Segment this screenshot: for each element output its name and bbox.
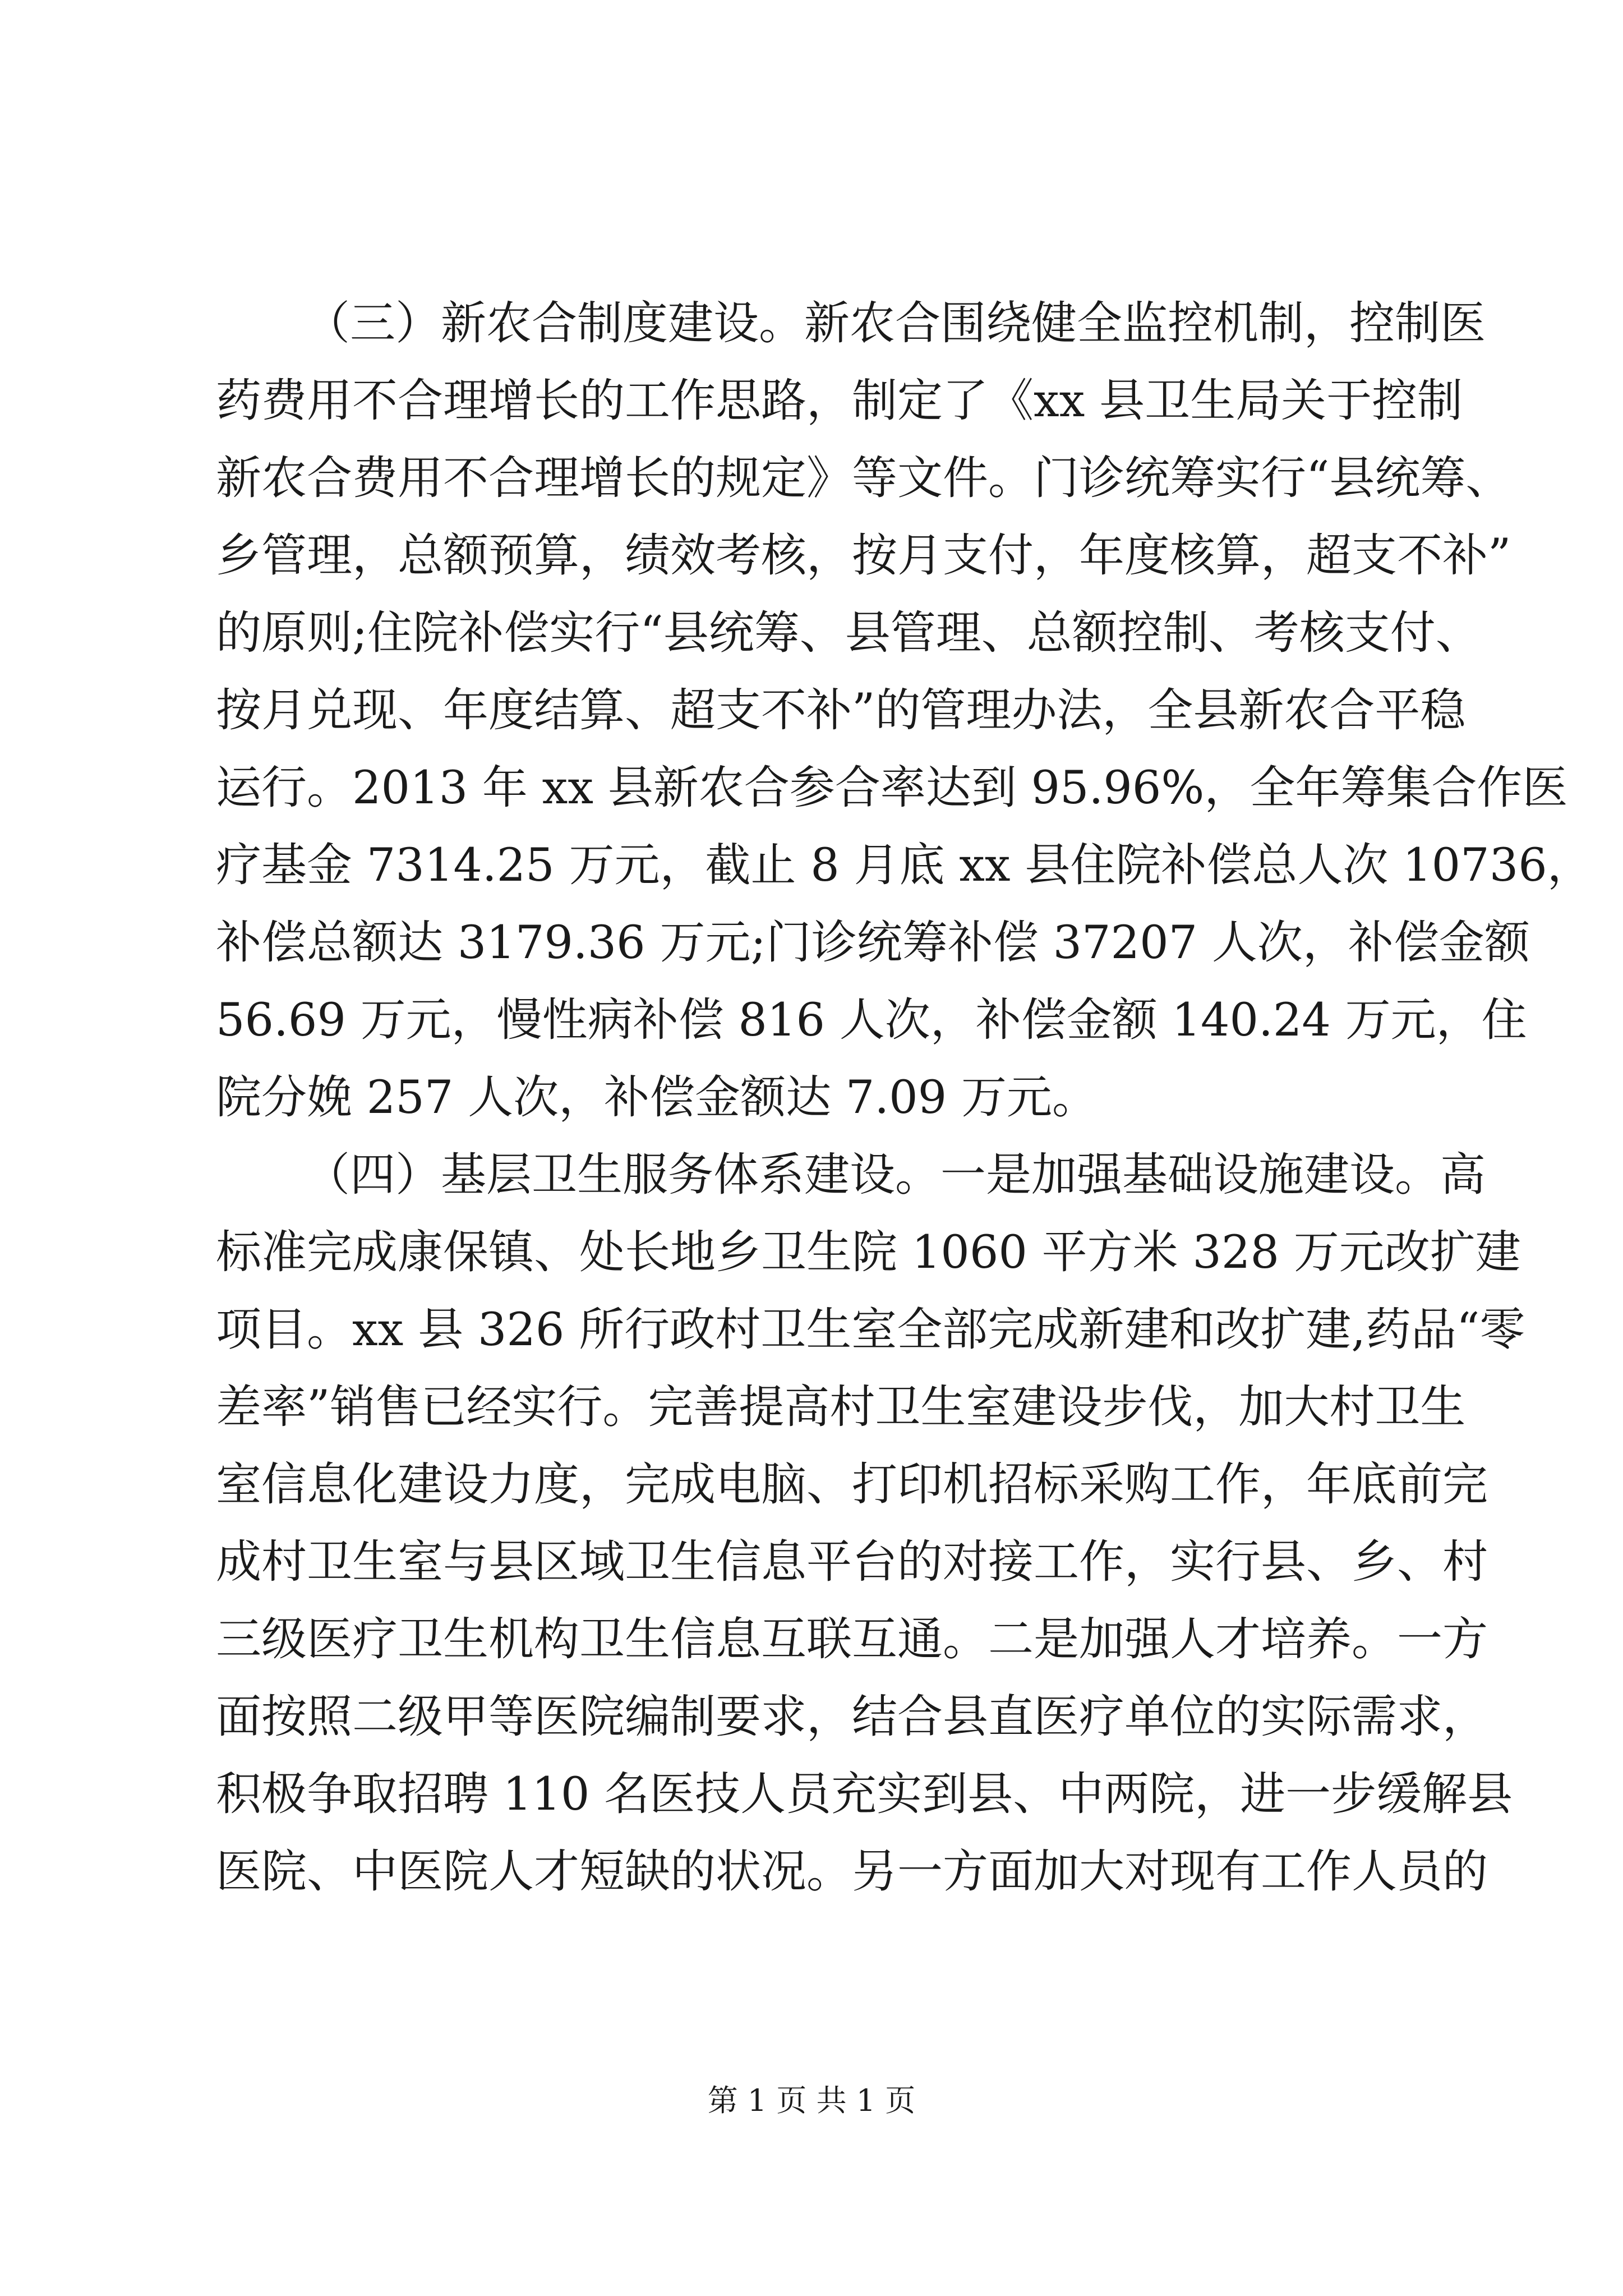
paragraph-3-line-4: 乡管理，总额预算，绩效考核，按月支付，年度核算，超支不补” bbox=[216, 530, 1511, 582]
paragraph-4-line-10: 医院、中医院人才短缺的状况。另一方面加大对现有工作人员的 bbox=[216, 1846, 1488, 1898]
paragraph-4-line-6: 成村卫生室与县区域卫生信息平台的对接工作，实行县、乡、村 bbox=[216, 1536, 1488, 1589]
paragraph-3-line-2: 药费用不合理增长的工作思路，制定了《xx 县卫生局关于控制 bbox=[216, 375, 1463, 427]
paragraph-4-line-1: （四）基层卫生服务体系建设。一是加强基础设施建设。高 bbox=[305, 1149, 1486, 1202]
paragraph-3-line-9: 补偿总额达 3179.36 万元;门诊统筹补偿 37207 人次，补偿金额 bbox=[216, 917, 1530, 969]
paragraph-3-line-7: 运行。2013 年 xx 县新农合参合率达到 95.96%，全年筹集合作医 bbox=[216, 762, 1568, 815]
paragraph-4-line-5: 室信息化建设力度，完成电脑、打印机招标采购工作，年底前完 bbox=[216, 1458, 1488, 1511]
paragraph-4-line-9: 积极争取招聘 110 名医技人员充实到县、中两院，进一步缓解县 bbox=[216, 1768, 1513, 1821]
paragraph-3-line-6: 按月兑现、年度结算、超支不补”的管理办法，全县新农合平稳 bbox=[216, 684, 1466, 737]
paragraph-3-line-5: 的原则;住院补偿实行“县统筹、县管理、总额控制、考核支付、 bbox=[216, 607, 1481, 660]
paragraph-4-line-3: 项目。xx 县 326 所行政村卫生室全部完成新建和改扩建,药品“零 bbox=[216, 1304, 1525, 1356]
paragraph-4-line-2: 标准完成康保镇、处长地乡卫生院 1060 平方米 328 万元改扩建 bbox=[216, 1226, 1521, 1279]
document-body bbox=[216, 285, 1593, 1911]
paragraph-3-line-8: 疗基金 7314.25 万元，截止 8 月底 xx 县住院补偿总人次 10736， bbox=[216, 839, 1593, 892]
paragraph-4-line-7: 三级医疗卫生机构卫生信息互联互通。二是加强人才培养。一方 bbox=[216, 1613, 1488, 1666]
paragraph-3-line-3: 新农合费用不合理增长的规定》等文件。门诊统筹实行“县统筹、 bbox=[216, 452, 1511, 505]
page-footer: 第 1 页 共 1 页 bbox=[707, 2083, 916, 2118]
paragraph-4-line-4: 差率”销售已经实行。完善提高村卫生室建设步伐，加大村卫生 bbox=[216, 1381, 1466, 1434]
paragraph-3-line-11: 院分娩 257 人次，补偿金额达 7.09 万元。 bbox=[216, 1071, 1098, 1124]
paragraph-3-line-1: （三）新农合制度建设。新农合围绕健全监控机制，控制医 bbox=[305, 297, 1486, 350]
paragraph-3-line-10: 56.69 万元，慢性病补偿 816 人次，补偿金额 140.24 万元，住 bbox=[216, 994, 1527, 1047]
paragraph-4-line-8: 面按照二级甲等医院编制要求，结合县直医疗单位的实际需求， bbox=[216, 1691, 1488, 1743]
